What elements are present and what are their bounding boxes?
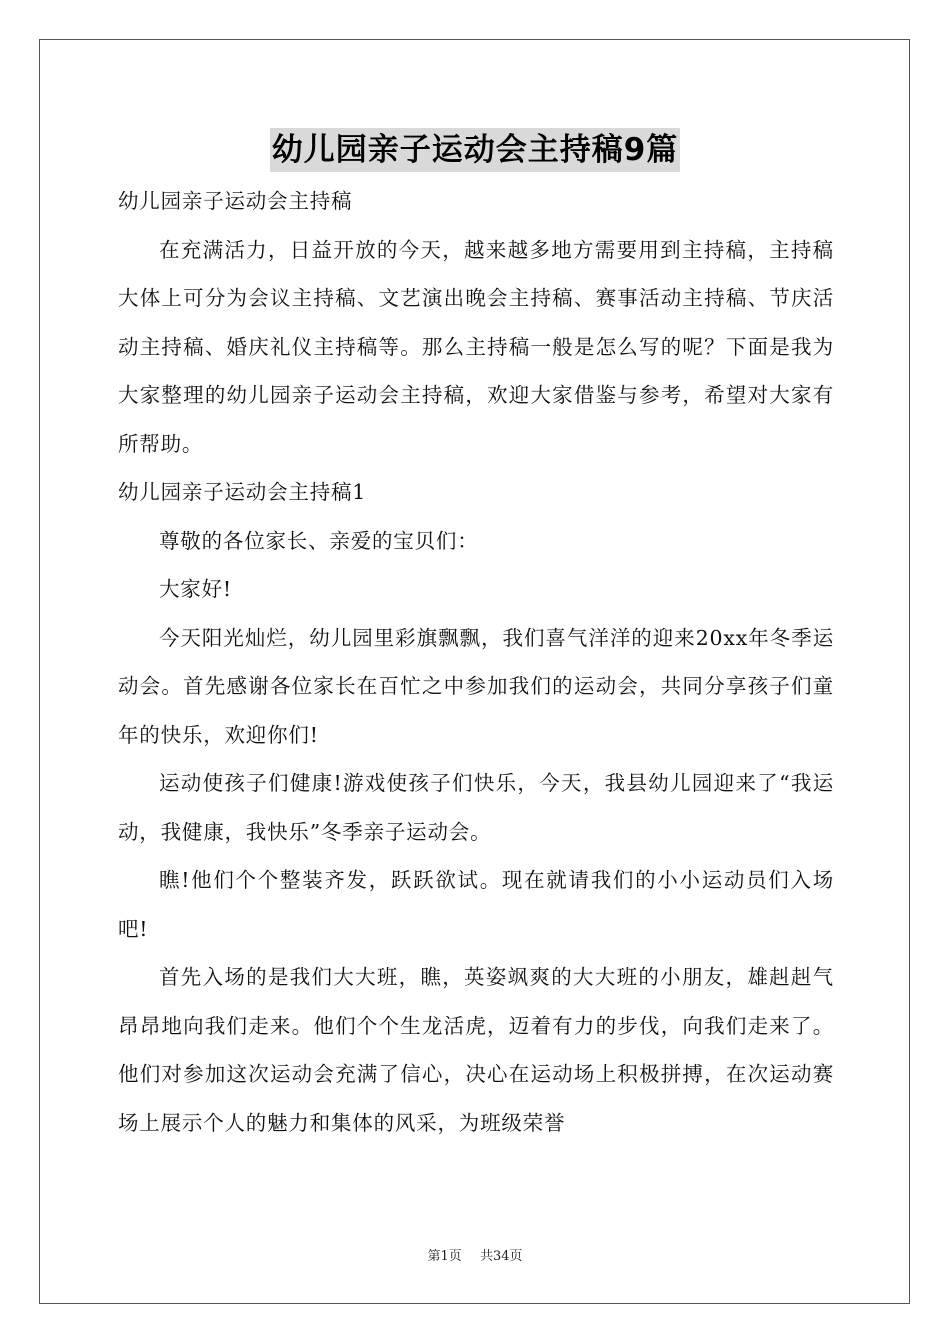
section-heading-1: 幼儿园亲子运动会主持稿1: [118, 480, 367, 504]
paragraph-opening: 今天阳光灿烂，幼儿园里彩旗飘飘，我们喜气洋洋的迎来20xx年冬季运动会。首先感谢各位家长在百忙之中参加我们的运动会，共同分享孩子们童年的快乐，欢迎你们!: [118, 625, 834, 747]
paragraph-salutation: 尊敬的各位家长、亲爱的宝贝们：: [159, 528, 479, 553]
page-number-total: 共34页: [479, 1249, 523, 1264]
paragraph-greeting: 大家好!: [159, 577, 232, 601]
document-body: [118, 177, 834, 1147]
document-title: [0, 128, 950, 177]
paragraph-first-class: 首先入场的是我们大大班，瞧，英姿飒爽的大大班的小朋友，雄赳赳气昂昂地向我们走来。他们个个生龙活虎，迈着有力的步伐，向我们走来了。他们对参加这次运动会充满了信心，决心在运动场上积极拼搏，在次运动赛场上展示个人的魅力和集体的风采，为班级荣誉: [118, 965, 834, 1135]
paragraph-entrance-call: 瞧!他们个个整装齐发，跃跃欲试。现在就请我们的小小运动员们入场吧!: [118, 868, 834, 941]
page-number-current: 第1页: [427, 1249, 462, 1264]
paragraph-theme: 运动使孩子们健康!游戏使孩子们快乐，今天，我县幼儿园迎来了“我运动，我健康，我快乐”冬季亲子运动会。: [118, 771, 834, 844]
document-title-text: 幼儿园亲子运动会主持稿9篇: [270, 128, 681, 172]
paragraph-intro: 在充满活力，日益开放的今天，越来越多地方需要用到主持稿，主持稿大体上可分为会议主持稿、文艺演出晚会主持稿、赛事活动主持稿、节庆活动主持稿、婚庆礼仪主持稿等。那么主持稿一般是怎么写的呢？下面是我为大家整理的幼儿园亲子运动会主持稿，欢迎大家借鉴与参考，希望对大家有所帮助。: [118, 237, 834, 456]
section-heading-intro: 幼儿园亲子运动会主持稿: [118, 189, 353, 213]
page-footer: [0, 1248, 950, 1266]
